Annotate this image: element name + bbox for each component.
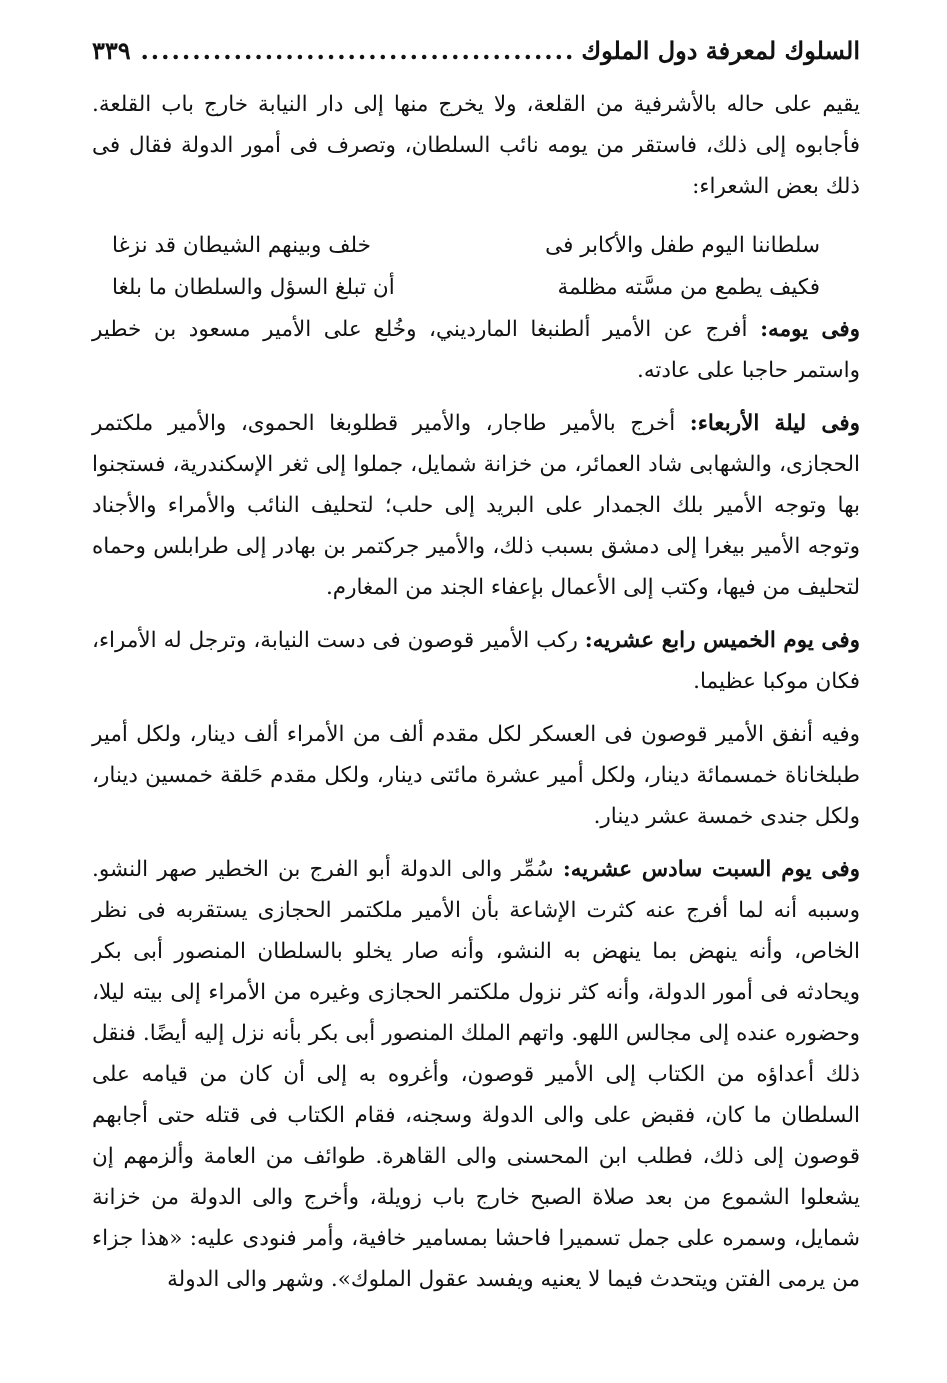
header-leader-dots	[137, 36, 576, 65]
paragraph-lead: وفى ليلة الأربعاء:	[689, 411, 860, 436]
document-page	[92, 36, 860, 1300]
paragraph-wednesday-night	[92, 403, 860, 608]
paragraph-thursday	[92, 620, 860, 702]
verse-first-hemistich: سلطاننا اليوم طفل والأكابر فى	[545, 233, 820, 258]
header-title: السلوك لمعرفة دول الملوك	[581, 36, 860, 65]
verse-second-hemistich: أن تبلغ السؤل والسلطان ما بلغا	[112, 275, 395, 300]
paragraph-expenditure	[92, 714, 860, 837]
verse-line	[112, 267, 820, 309]
running-header	[92, 36, 860, 84]
paragraph-text: سُمِّر والى الدولة أبو الفرج بن الخطير صهر النشو. وسببه أنه لما أفرج عنه كثرت الإشاعة بأن الأمير ملكتمر الحجازى يستقربه فى نظر الخاص، وأنه ينهض بما ينهض به النشو، وأنه صار يخلو بالسلطان المنصور أبى بكر ويحادثه فى أمور الدولة، وأنه كثر نزول ملكتمر الحجازى وغيره من الأمراء إلى بيته ليلا، وحضوره عنده إلى مجالس اللهو. واتهم الملك المنصور أبى بكر بأنه نزل إليه أيضًا. فنقل ذلك أعداؤه من الكتاب إلى الأمير قوصون، وأغروه به إلى أن كان من قيامه على السلطان ما كان، فقبض على والى الدولة وسجنه، فقام الكتاب فى قتله حتى أجابهم قوصون إلى ذلك، فطلب ابن المحسنى والى القاهرة. طوائف من العامة وألزمهم إن يشعلوا الشموع من بعد صلاة الصبح خارج باب زويلة، وأخرج والى الدولة من خزانة شمايل، وسمره على جمل تسميرا فاحشا بمسامير خافية، وأمر فنودى عليه: «هذا جزاء من يرمى الفتن ويتحدث فيما لا يعنيه ويفسد عقول الملوك». وشهر والى الدولة	[92, 857, 860, 1292]
paragraph-text: وفيه أنفق الأمير قوصون فى العسكر لكل مقدم ألف من الأمراء ألف دينار، ولكل أمير طبلخاناة خمسمائة دينار، ولكل أمير عشرة مائتى دينار، ولكل مقدم حَلقة خمسين دينار، ولكل جندى خمسة عشر دينار.	[92, 722, 860, 829]
verse-line	[112, 225, 820, 267]
paragraph-text: يقيم على حاله بالأشرفية من القلعة، ولا يخرج منها إلى دار النيابة خارج باب القلعة. فأجابوه إلى ذلك، فاستقر من يومه نائب السلطان، وتصرف فى أمور الدولة فقال فى ذلك بعض الشعراء:	[92, 92, 860, 199]
verse-second-hemistich: خلف وبينهم الشيطان قد نزغا	[112, 233, 371, 258]
paragraph-intro	[92, 84, 860, 207]
paragraph-same-day	[92, 309, 860, 391]
paragraph-lead: وفى يوم الخميس رابع عشريه:	[584, 628, 860, 653]
poem-verses	[92, 225, 860, 309]
paragraph-lead: وفى يوم السبت سادس عشريه:	[562, 857, 860, 882]
verse-first-hemistich: فكيف يطمع من مسَّته مظلمة	[557, 275, 820, 300]
paragraph-text: ركب الأمير قوصون فى دست النيابة، وترجل له الأمراء، فكان موكبا عظيما.	[92, 628, 860, 694]
paragraph-text: أفرج عن الأمير ألطنبغا المارديني، وخُلع على الأمير مسعود بن خطير واستمر حاجبا على عادته.	[92, 317, 860, 383]
paragraph-saturday	[92, 849, 860, 1300]
paragraph-text: أخرج بالأمير طاجار، والأمير قطلوبغا الحموى، والأمير ملكتمر الحجازى، والشهابى شاد العمائر، من خزانة شمايل، جملوا إلى ثغر الإسكندرية، فستجنوا بها وتوجه الأمير بلك الجمدار على البريد إلى حلب؛ لتحليف النائب والأمراء والأجناد وتوجه الأمير بيغرا إلى دمشق بسبب ذلك، والأمير جركتمر بن بهادر إلى طرابلس وحماه لتحليف من فيها، وكتب إلى الأعمال بإعفاء الجند من المغارم.	[92, 411, 860, 600]
page-number: ٣٣٩	[92, 36, 131, 65]
paragraph-lead: وفى يومه:	[760, 317, 860, 342]
